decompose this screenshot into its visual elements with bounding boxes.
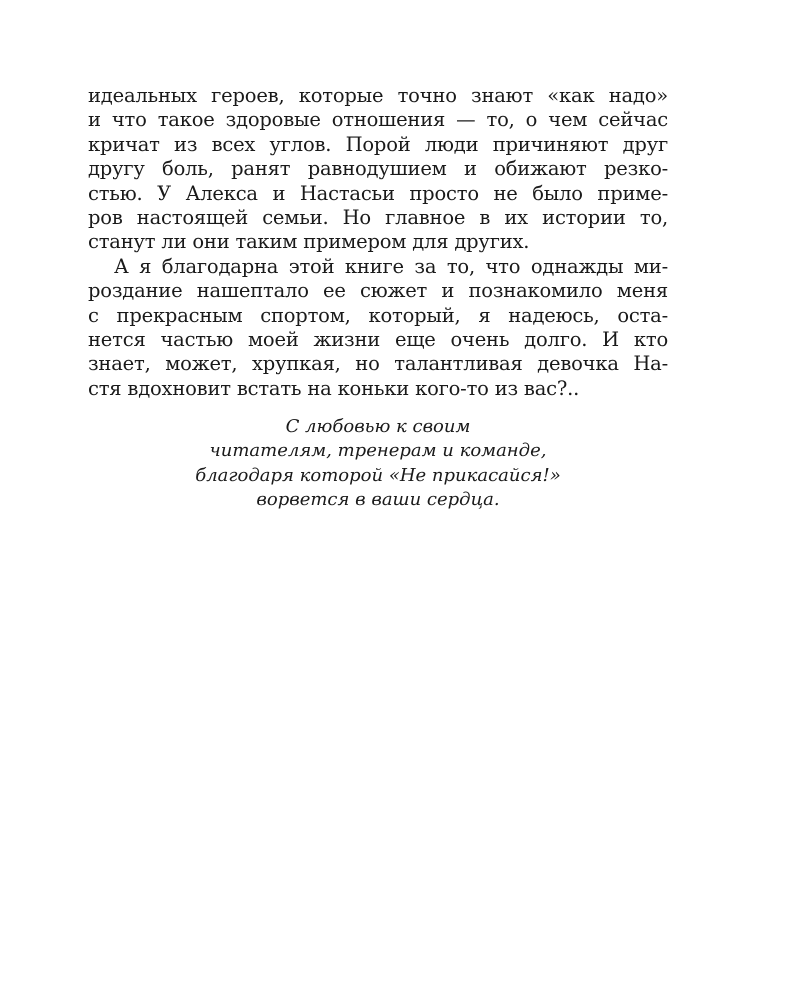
closing-line: читателям, тренерам и команде,	[209, 440, 547, 462]
text-line: знает, может, хрупкая, но талантливая девочка На-	[88, 352, 668, 376]
text-line: ров настоящей семьи. Но главное в их истории то,	[88, 205, 668, 229]
text-line: кричат из всех углов. Порой люди причиняют друг	[88, 132, 668, 156]
text-line: с прекрасным спортом, который, я надеюсь, оста-	[88, 303, 668, 327]
text-line: А я благодарна этой книге за то, что однажды ми-	[114, 254, 668, 278]
text-line: роздание нашептало ее сюжет и познакомило меня	[88, 279, 668, 303]
text-line: стя вдохновит встать на коньки кого-то из вас?..	[88, 376, 580, 400]
text-line: стью. У Алекса и Настасьи просто не было приме-	[88, 181, 668, 205]
body-text	[88, 84, 668, 401]
text-line: другу боль, ранят равнодушием и обижают резко-	[88, 157, 668, 181]
paragraph-2	[88, 255, 668, 401]
text-line: идеальных героев, которые точно знают «как надо»	[88, 84, 668, 107]
paragraph-1	[88, 84, 668, 255]
text-line: станут ли они таким примером для других.	[88, 230, 530, 254]
closing-dedication	[88, 415, 668, 513]
closing-line: ворвется в ваши сердца.	[256, 489, 500, 511]
text-line: нется частью моей жизни еще очень долго. И кто	[88, 327, 668, 351]
text-line: и что такое здоровые отношения — то, о чем сейчас	[88, 108, 668, 132]
closing-line: благодаря которой «Не прикасайся!»	[195, 464, 561, 486]
closing-line: С любовью к своим	[285, 416, 471, 437]
